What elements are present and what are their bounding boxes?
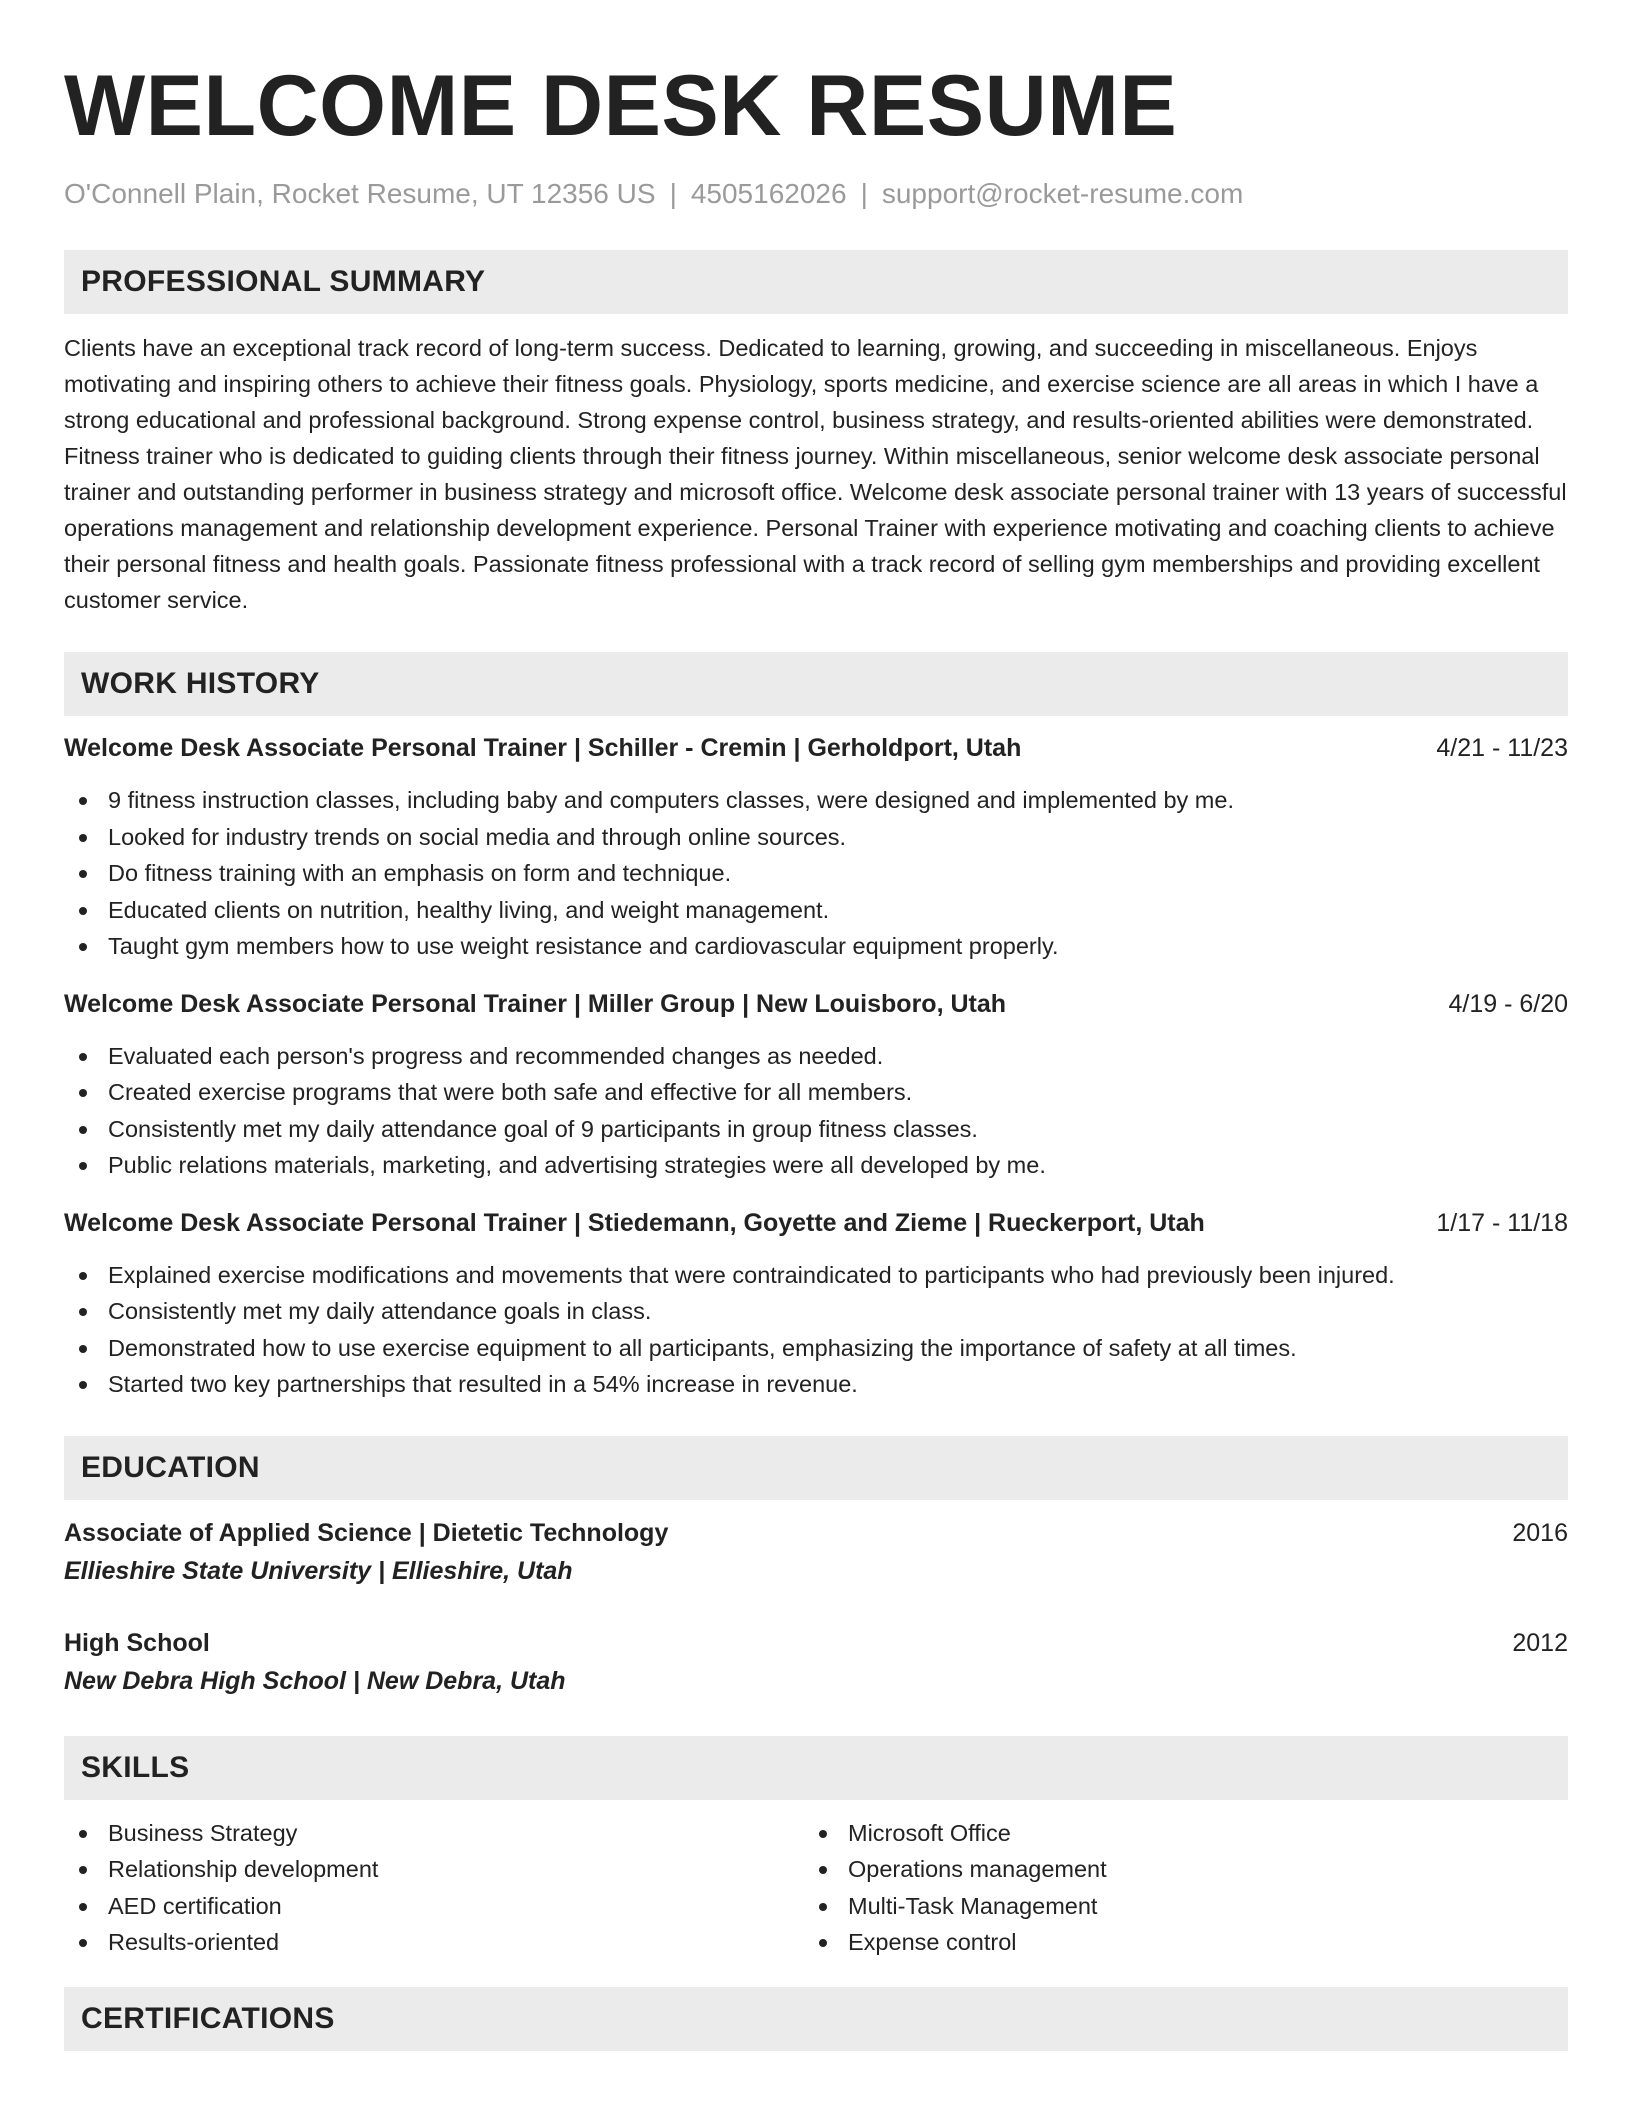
resume-title: WELCOME DESK RESUME <box>64 58 1178 154</box>
contact-phone: 4505162026 <box>690 178 847 209</box>
job-bullet: Consistently met my daily attendance goal of 9 participants in group fitness classes. <box>64 1111 1568 1148</box>
summary-text: Clients have an exceptional track record of long-term success. Dedicated to learning, growing, and succeeding in miscellaneous. Enjoys motivating and inspiring others to achieve their fitness goals. Physiology, sports medicine, and exercise science are all areas in which I have a strong educational and professional background. Strong expense control, business strategy, and results-oriented abilities were demonstrated. Fitness trainer who is dedicated to guiding clients through their fitness journey. Within miscellaneous, senior welcome desk associate personal trainer and outstanding performer in business strategy and microsoft office. Welcome desk associate personal trainer with 13 years of successful operations management and relationship development experience. Personal Trainer with experience motivating and coaching clients to achieve their personal fitness and health goals. Passionate fitness professional with a track record of selling gym memberships and providing excellent customer service. <box>64 335 1567 613</box>
job-bullet: Created exercise programs that were both safe and effective for all members. <box>64 1074 1568 1111</box>
job-bullets <box>64 1257 1568 1403</box>
education-school: New Debra High School | New Debra, Utah <box>64 1666 566 1695</box>
section-header-summary: PROFESSIONAL SUMMARY <box>64 250 1568 314</box>
education-header <box>64 1624 1568 1662</box>
job-header <box>64 1205 1568 1241</box>
job-bullet: Do fitness training with an emphasis on form and technique. <box>64 855 1568 892</box>
contact-separator: | <box>860 178 868 209</box>
skill-item: AED certification <box>64 1888 804 1925</box>
skill-item: Microsoft Office <box>804 1815 1544 1852</box>
job-bullet: Explained exercise modifications and movements that were contraindicated to participants who had previously been injured. <box>64 1257 1568 1294</box>
section-header-certifications: CERTIFICATIONS <box>64 1987 1568 2051</box>
job-entry <box>64 986 1568 1184</box>
job-dates: 4/19 - 6/20 <box>1448 989 1568 1018</box>
job-bullet: Public relations materials, marketing, and advertising strategies were all developed by me. <box>64 1147 1568 1184</box>
section-header-skills: SKILLS <box>64 1736 1568 1800</box>
job-entry <box>64 1205 1568 1403</box>
skill-item: Relationship development <box>64 1851 804 1888</box>
skill-item: Business Strategy <box>64 1815 804 1852</box>
education-degree: Associate of Applied Science | Dietetic Technology <box>64 1518 669 1547</box>
job-bullet: Evaluated each person's progress and recommended changes as needed. <box>64 1038 1568 1075</box>
job-header <box>64 986 1568 1022</box>
job-bullet: Looked for industry trends on social media and through online sources. <box>64 819 1568 856</box>
skills-column-left <box>64 1815 804 1961</box>
contact-email: support@rocket-resume.com <box>881 178 1244 209</box>
education-year: 2016 <box>1512 1518 1568 1547</box>
job-bullet: Educated clients on nutrition, healthy living, and weight management. <box>64 892 1568 929</box>
skills-list <box>64 1815 1568 1961</box>
section-header-work-history: WORK HISTORY <box>64 652 1568 716</box>
section-header-education: EDUCATION <box>64 1436 1568 1500</box>
job-bullet: Demonstrated how to use exercise equipment to all participants, emphasizing the importance of safety at all times. <box>64 1330 1568 1367</box>
education-entry <box>64 1624 1568 1700</box>
job-heading: Welcome Desk Associate Personal Trainer | Miller Group | New Louisboro, Utah <box>64 989 1007 1018</box>
skills-column-right <box>804 1815 1544 1961</box>
education-school: Ellieshire State University | Ellieshire, Utah <box>64 1556 573 1585</box>
job-entry <box>64 730 1568 965</box>
job-dates: 4/21 - 11/23 <box>1436 734 1568 762</box>
education-degree: High School <box>64 1628 210 1657</box>
job-bullets <box>64 1038 1568 1184</box>
contact-line <box>64 176 1568 212</box>
job-header <box>64 730 1568 766</box>
skill-item: Operations management <box>804 1851 1544 1888</box>
job-dates: 1/17 - 11/18 <box>1436 1208 1568 1237</box>
skill-item: Results-oriented <box>64 1924 804 1961</box>
skill-item: Multi-Task Management <box>804 1888 1544 1925</box>
contact-address: O'Connell Plain, Rocket Resume, UT 12356 US <box>64 178 656 209</box>
job-heading: Welcome Desk Associate Personal Trainer | Schiller - Cremin | Gerholdport, Utah <box>64 734 1022 762</box>
skill-item: Expense control <box>804 1924 1544 1961</box>
job-bullet: 9 fitness instruction classes, including baby and computers classes, were designed and implemented by me. <box>64 782 1568 819</box>
job-bullet: Taught gym members how to use weight resistance and cardiovascular equipment properly. <box>64 928 1568 965</box>
education-header <box>64 1514 1568 1552</box>
contact-separator: | <box>669 178 677 209</box>
job-bullet: Consistently met my daily attendance goals in class. <box>64 1293 1568 1330</box>
education-entry <box>64 1514 1568 1590</box>
job-heading: Welcome Desk Associate Personal Trainer | Stiedemann, Goyette and Zieme | Rueckerport, Utah <box>64 1208 1205 1237</box>
education-year: 2012 <box>1512 1628 1568 1657</box>
job-bullet: Started two key partnerships that resulted in a 54% increase in revenue. <box>64 1366 1568 1403</box>
job-bullets <box>64 782 1568 965</box>
